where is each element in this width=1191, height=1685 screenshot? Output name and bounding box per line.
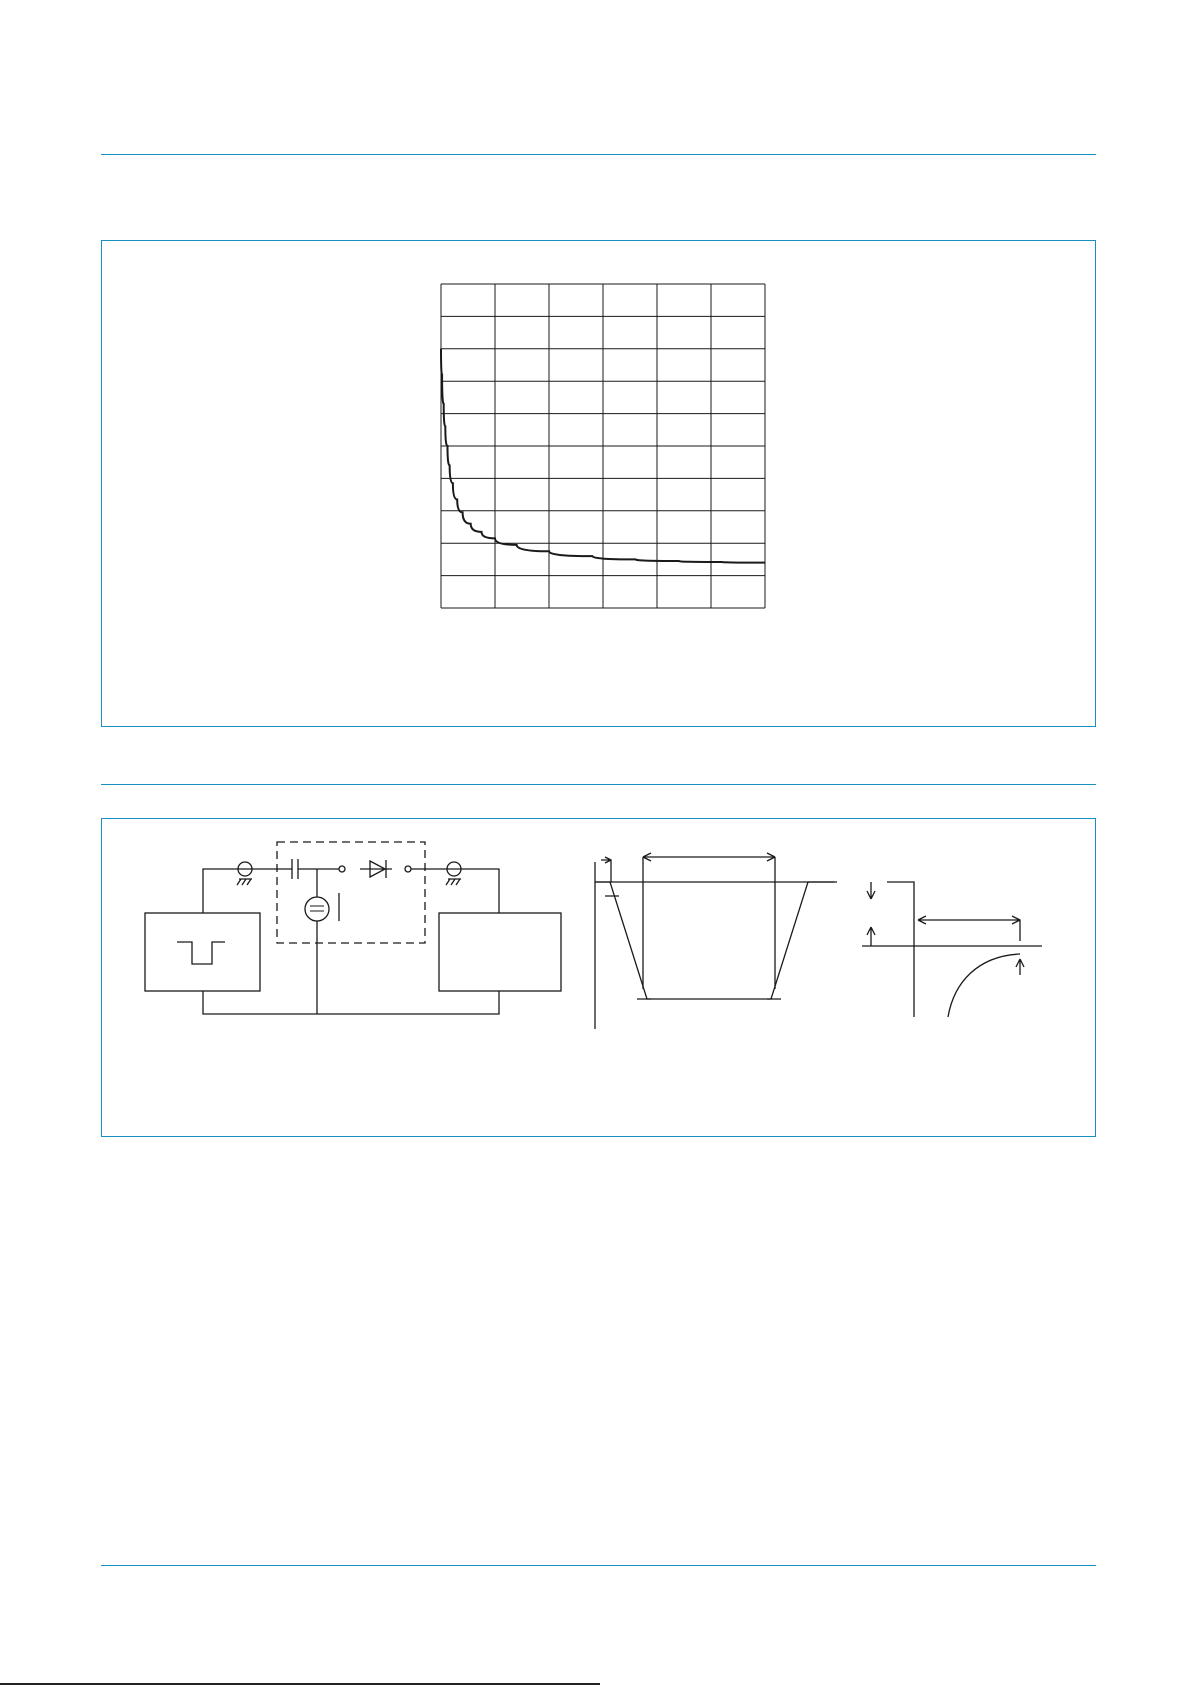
pulse-generator-box bbox=[145, 913, 260, 991]
amplitude-dimension bbox=[867, 882, 875, 946]
bottom-wire bbox=[203, 991, 499, 1014]
line-chart bbox=[438, 281, 768, 611]
input-waveform bbox=[595, 882, 837, 999]
capacitor-symbol bbox=[292, 859, 298, 879]
middle-rule bbox=[101, 784, 1096, 785]
recovery-time-dimension bbox=[918, 916, 1020, 941]
pulse-symbol bbox=[177, 942, 225, 964]
output-waveform-step bbox=[887, 882, 914, 1017]
figure-panel-circuit bbox=[101, 818, 1096, 1137]
figure-panel-graph bbox=[101, 240, 1096, 727]
top-rule bbox=[101, 154, 1096, 155]
test-circuit-diagram bbox=[102, 819, 1092, 1134]
pulse-width-dimension bbox=[643, 857, 775, 989]
right-ground-icon bbox=[446, 879, 461, 885]
left-ground-icon bbox=[237, 879, 252, 885]
oscilloscope-box bbox=[439, 913, 561, 991]
rise-time-markers bbox=[601, 857, 611, 882]
recovery-level-arrow bbox=[1016, 959, 1024, 975]
bottom-rule bbox=[101, 1565, 1096, 1566]
dut-dashed-box bbox=[277, 842, 425, 943]
output-recovery-curve bbox=[948, 954, 1020, 1017]
current-source-icon bbox=[305, 897, 329, 921]
